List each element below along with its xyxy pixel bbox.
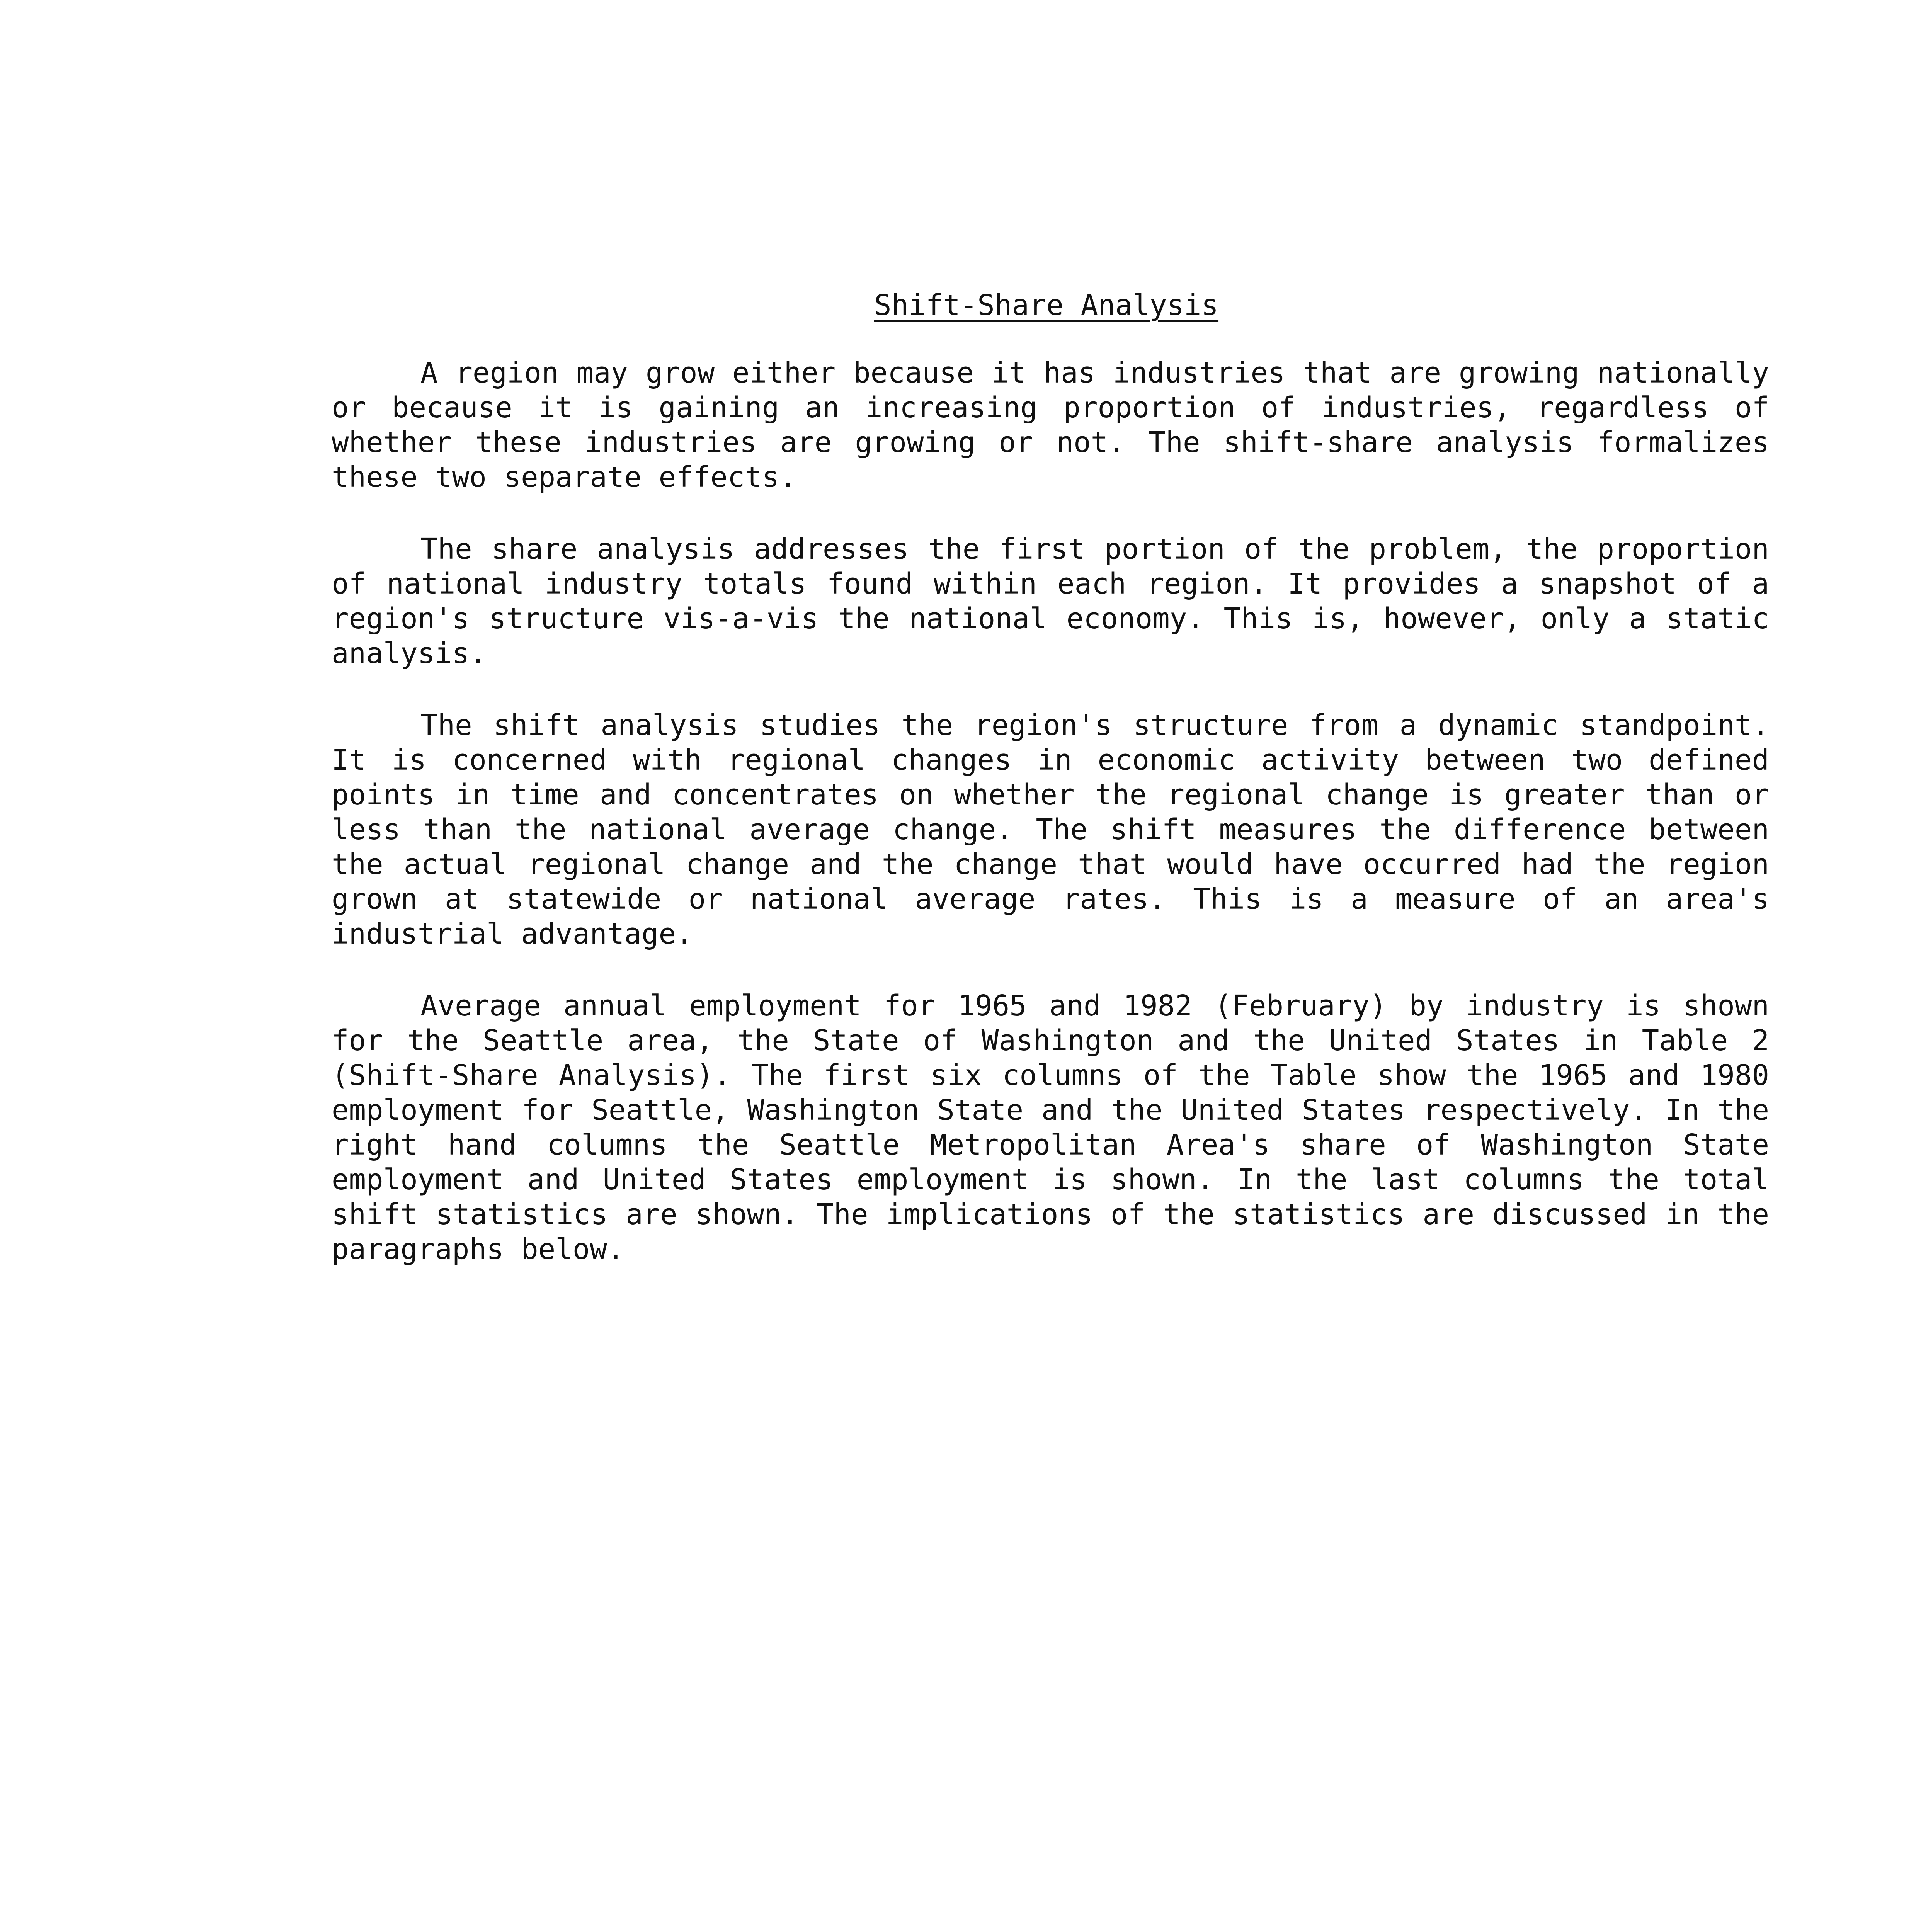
- paragraph-1: A region may grow either because it has industries that are growing nationally or because it is gaining an increasing proportion of industries, regardless of whether these industries are growing or not. The shift-share analysis formalizes these two separate effects.: [332, 356, 1769, 494]
- paragraph-4: Average annual employment for 1965 and 1982 (February) by industry is shown for the Seattle area, the State of Washington and the United States in Table 2 (Shift-Share Analysis). The first six columns of the Table show the 1965 and 1980 employment for Seattle, Washington State and the United States respectively. In the right hand columns the Seattle Metropolitan Area's share of Washington State employment and United States employment is shown. In the last columns the total shift statistics are shown. The implications of the statistics are discussed in the paragraphs below.: [332, 989, 1769, 1266]
- paragraph-3: The shift analysis studies the region's structure from a dynamic standpoint. It is concerned with regional changes in economic activity between two defined points in time and concentrates on whether the regional change is greater than or less than the national average change. The shift measures the difference between the actual regional change and the change that would have occurred had the region grown at statewide or national average rates. This is a measure of an area's industrial advantage.: [332, 709, 1769, 951]
- paragraph-2: The share analysis addresses the first portion of the problem, the proportion of national industry totals found within each region. It provides a snapshot of a region's structure vis-a-vis the national economy. This is, however, only a static analysis.: [332, 532, 1769, 670]
- section-heading: Shift-Share Analysis: [874, 289, 1219, 322]
- body-text: [332, 355, 1769, 1304]
